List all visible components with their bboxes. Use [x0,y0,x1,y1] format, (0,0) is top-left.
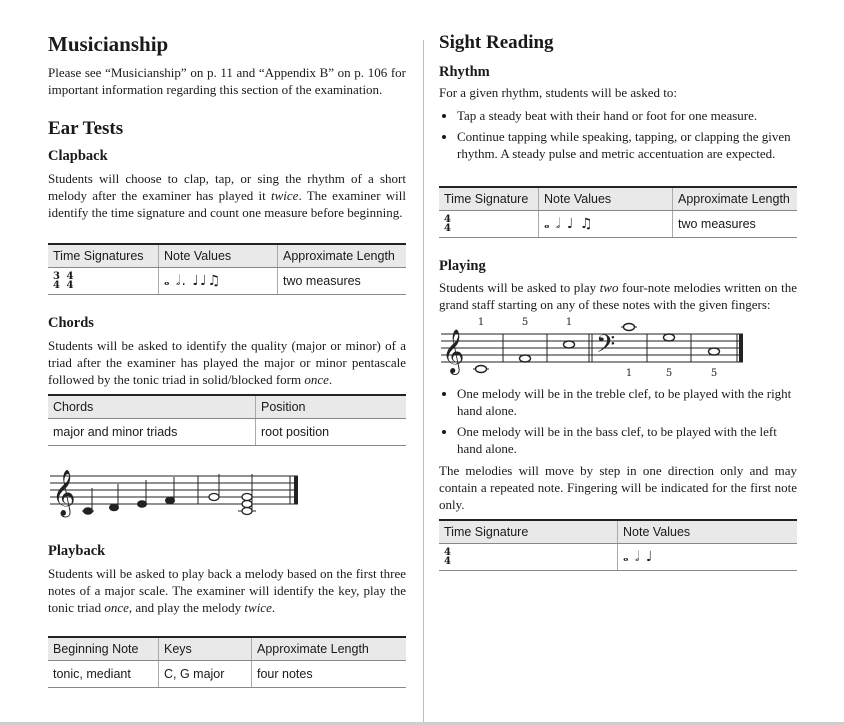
length-cell: two measures [673,211,798,238]
finger-number: 1 [565,317,573,328]
finger-number: 1 [625,368,633,377]
note-values-cell: 𝅝 𝅗𝅥 ♩ [618,544,798,571]
length-cell: two measures [278,268,407,295]
table-header: Time Signature [439,520,618,544]
playing-text-2: The melodies will move by step in one direction only and may contain a repeated note. Fingering will be indicated for the first note only. [439,463,797,512]
finger-number: 1 [477,317,485,328]
finger-number: 5 [521,317,529,328]
table-cell: major and minor triads [48,419,256,446]
rhythm-intro: For a given rhythm, students will be asked to: [439,85,677,100]
list-item: • One melody will be in the treble clef, to be played with the right hand alone. [457,385,797,419]
chords-title: Chords [48,315,94,331]
column-divider [423,40,424,725]
table-header: Chords [48,395,256,419]
table-cell: root position [256,419,407,446]
table-header: Beginning Note [48,637,159,661]
time-signature: 3 4 [53,270,60,291]
playing-table [439,519,797,571]
svg-text:𝄞: 𝄞 [52,470,76,516]
starting-notes-staff-image [439,315,759,377]
table-cell: tonic, mediant [48,661,159,688]
table-cell: C, G major [159,661,252,688]
section-title-ear-tests: Ear Tests [48,118,124,139]
musicianship-intro: Please see “Musicianship” on p. 11 and “Appendix B” on p. 106 for important information regarding this section of the examination. [48,65,406,97]
clapback-text: Students will choose to clap, tap, or sing the rhythm of a short melody after the examiner has played it twice. The examiner will identify the time signature and count one measure before beginning. [48,171,406,220]
pentascale-staff-image [48,460,308,520]
table-header: Note Values [159,244,278,268]
table-header: Position [256,395,407,419]
table-header: Note Values [539,187,673,211]
clapback-table [48,243,406,295]
table-header: Time Signatures [48,244,159,268]
table-header: Time Signature [439,187,539,211]
playback-title: Playback [48,543,106,559]
playing-text: Students will be asked to play two four-note melodies written on the grand staff starting on any of these notes with the given fingers: [439,280,797,312]
list-item: • One melody will be in the bass clef, to be played with the left hand alone. [457,423,797,457]
rhythm-table [439,186,797,238]
list-item: • Continue tapping while speaking, tapping, or clapping the given rhythm. A steady pulse and metric accentuation are expected. [457,128,797,162]
svg-text:𝄞: 𝄞 [442,329,465,373]
section-title-musicianship: Musicianship [48,32,169,56]
playback-text: Students will be asked to play back a melody based on the first three notes of a major scale. The examiner will identify the key, play the tonic triad once, and play the melody twice. [48,566,406,615]
playing-bullets [439,385,797,461]
note-values-cell: 𝅝 𝅗𝅥. ♩♩♫ [159,268,278,295]
table-header: Note Values [618,520,798,544]
table-header: Approximate Length [278,244,407,268]
time-signature: 4 4 [444,546,451,567]
playback-table [48,636,406,688]
note-values-cell: 𝅝 𝅗𝅥 ♩ ♫ [539,211,673,238]
time-signature-cell [439,544,618,571]
playing-title: Playing [439,258,486,274]
section-title-sight-reading: Sight Reading [439,32,554,53]
time-signature-cell [439,211,539,238]
rhythm-title: Rhythm [439,64,490,80]
table-header: Approximate Length [252,637,407,661]
clapback-title: Clapback [48,148,108,164]
finger-number: 5 [665,368,673,377]
chords-table [48,394,406,446]
time-signature: 4 4 [66,270,74,291]
time-signature: 4 4 [444,213,451,234]
table-cell: four notes [252,661,407,688]
rhythm-bullets [439,107,797,166]
svg-text:𝄢: 𝄢 [596,330,616,365]
chords-text: Students will be asked to identify the quality (major or minor) of a triad after the examiner has played the major or minor pentascale followed by the tonic triad in solid/blocked form once. [48,338,406,387]
finger-number: 5 [710,368,718,377]
table-header: Approximate Length [673,187,798,211]
list-item: • Tap a steady beat with their hand or foot for one measure. [457,107,797,124]
time-signatures-cell [48,268,159,295]
table-header: Keys [159,637,252,661]
